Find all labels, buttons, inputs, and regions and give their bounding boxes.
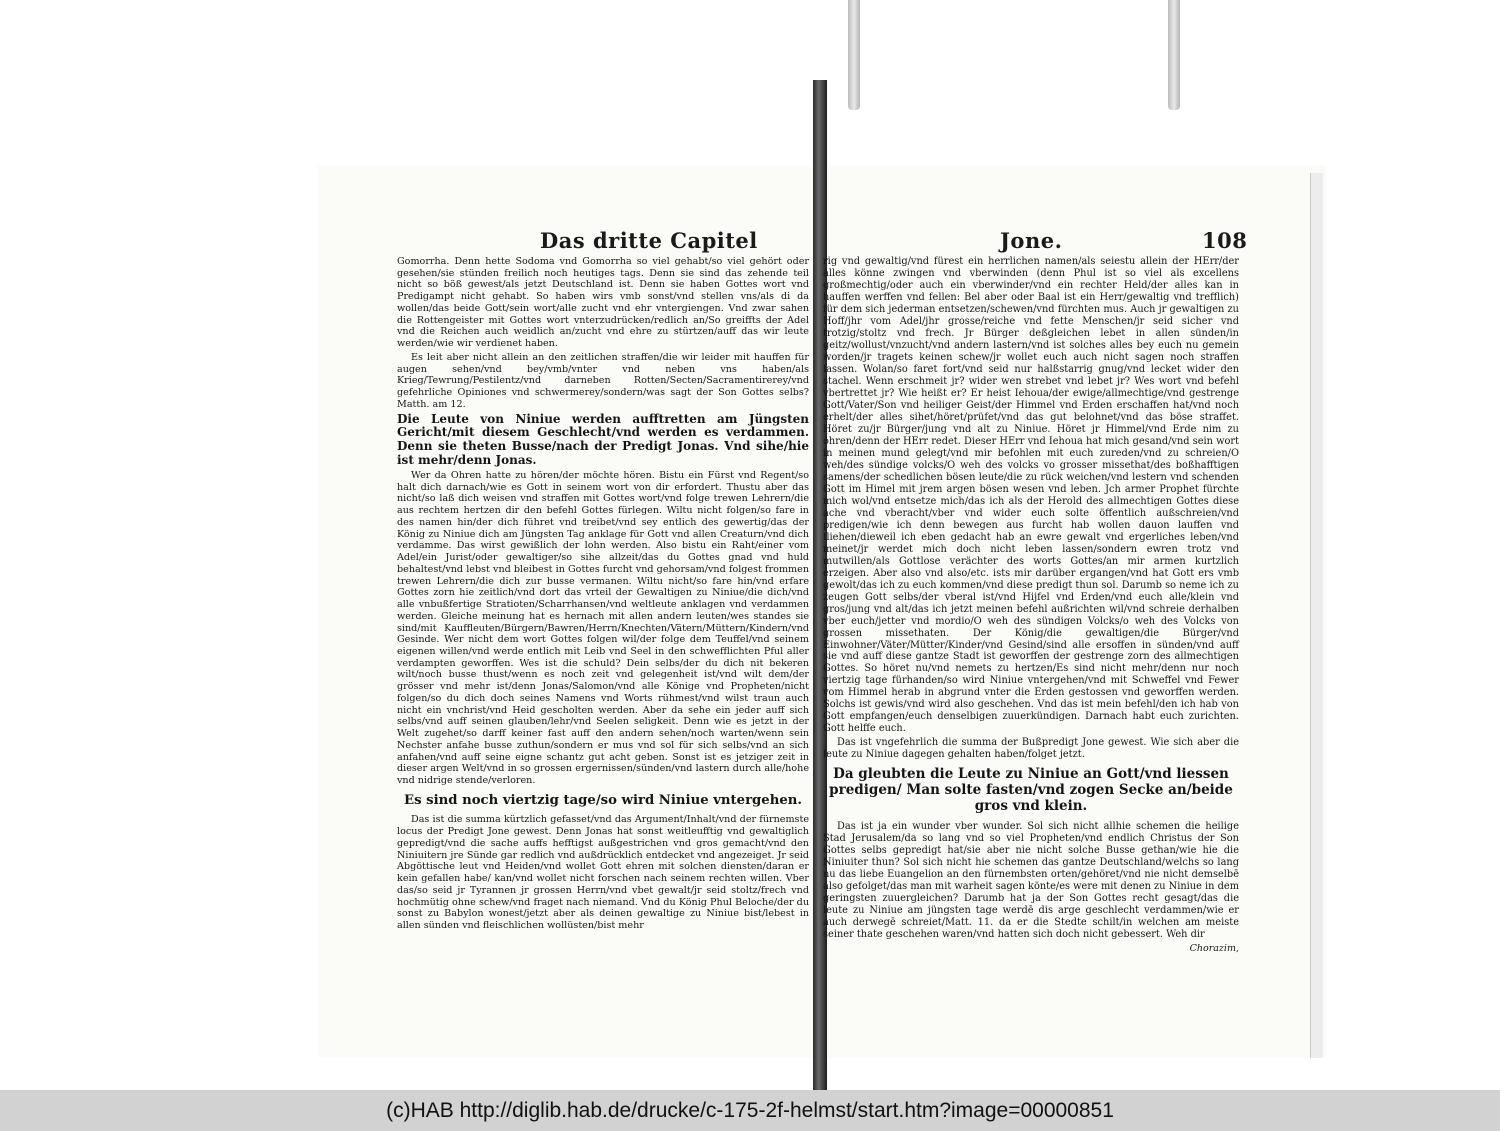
- left-running-head: Das dritte Capitel: [540, 228, 758, 253]
- page-edge: [1310, 173, 1323, 1058]
- right-text-column: [823, 256, 1239, 955]
- left-scripture-quote: Die Leute von Niniue werden aufftretten am Jüngsten Gericht/mit diesem Geschlecht/vnd werden es verdammen. Denn sie theten Busse/nach der Predigt Jonas. Vnd sihe/hie ist mehr/denn Jonas.: [397, 411, 809, 468]
- strap-left: [848, 0, 860, 110]
- right-paragraph-1: rig vnd gewaltig/vnd fürest ein herrlichen namen/als seiestu allein der HErr/der alles könne zwingen vnd vberwinden (denn Phul ist so viel als excellens großmechtig/oder auch ein vberwinder/vnd ein rechter Held/der alles kan in hauffen werffen vnd fellen: Bel aber oder Baal ist ein Herr/gewaltig vnd trefflich) für dem sich jederman entsetzen/schewen/vnd fürchten mus. Auch jr gewaltigen zu Hoff/jhr vom Adel/jhr grosse/reiche vnd fette Menschen/jr seid sicher vnd trotzig/stoltz vnd frech. Jr Bürger deßgleichen lebet in allen sünden/in geitz/wollust/vnzucht/vnd andern lastern/vnd ist solches alles bey euch nu gemein worden/jr tragets keinen schew/jr wollet euch auch nicht sagen noch straffen lassen. Wolan/so faret fort/vnd seid nur halßstarrig gnug/vnd lecket wider den stachel. Wenn erschmeit jr? wider wen strebet vnd lebet jr? Wes wort vnd befehl vbertrettet jr? Wie heißt er? Er heist Iehoua/der ewige/allmechtige/vnd gestrenge Gott/Vater/Son vnd heiliger Geist/der Himmel vnd Erden erschaffen hat/vnd noch erhelt/der alles sihet/höret/prüfet/vnd das gut belohnet/vnd das böse straffet. Höret zu/jr Bürger/jung vnd alt zu Niniue. Höret jr Himmel/vnd Erde nim zu ohren/denn der HErr redet. Dieser HErr vnd Iehoua hat mich gesand/vnd sein wort in meinen mund gelegt/vnd mir befohlen mit euch zureden/vnd zu schreien/O weh/des sündige volcks/O weh des volcks vo grosser missethat/des boßhafftigen samens/der schedlichen bösen leute/die zu rück weichen/vnd lestern vnd schenden Gott im Himel mit jrem argen bösen wesen vnd leben. Jch armer Prophet fürchte mich wol/vnd entsetze mich/das ich als der Herold des allmechtigen Gottes diese ache vnd vberacht/vber vnd wider euch solte öffentlich außschreien/vnd predigen/wie ich denn bewegen aus furcht hab wollen dauon lauffen vnd fliehen/dieweil ich eben gedacht hab an ewre gewalt vnd ergerliches leben/vnd meinet/jr werdet mich doch nicht leben lassen/sondern ewren trotz vnd mutwillen/als Gottlose verächter des worts Gottes/an mir armen kurtzlich erzeigen. Aber also vnd also/etc. ists mir darüber ergangen/vnd hat Gott ers vmb gewolt/das ich zu euch kommen/vnd diese predigt thun sol. Darumb so neme ich zu zeugen Gott selbs/der vberal ist/vnd Hijfel vnd Erden/vnd euch alle/klein vnd gros/jung vnd alt/das ich jetzt meinen befehl außrichten wil/vnd schreie derhalben vber euch/jetter vnd mordio/O weh des sündigen Volcks/o weh des Volcks von grossen missethaten. Der König/die gewaltigen/die Bürger/vnd Einwohner/Väter/Mütter/Kinder/vnd Gesind/sind alle ersoffen in sünden/vnd auff sie vnd auff diese gantze Stadt ist geworffen der gestrenge zorn des allmechtigen Gottes. So höret nu/vnd nemets zu hertzen/Es sind nicht mehr/denn nur noch viertzig tage fürhanden/so wird Niniue vntergehen/vnd mit Schweffel vnd Fewer vom Himmel herab in abgrund vnter die Erden gestossen vnd geworffen werden. Solchs ist gewis/vnd wird also geschehen. Vnd das ist mein befehl/den ich hab von Gott empfangen/euch denselbigen zuuerkündigen. Darnach habt euch zurichten. Gott helffe euch.: [823, 256, 1239, 735]
- copyright-footer: (c)HAB http://diglib.hab.de/drucke/c-175-2f-helmst/start.htm?image=00000851: [0, 1090, 1500, 1131]
- left-section-heading: Es sind noch viertzig tage/so wird Niniue vntergehen.: [404, 792, 802, 808]
- left-text-column: [397, 256, 809, 934]
- left-paragraph-2: Es leit aber nicht allein an den zeitlichen straffen/die wir leider mit hauffen für augen sehen/vnd bey/vmb/vnter vnd neben vns haben/als Krieg/Tewrung/Pestilentz/vnd darneben Rotten/Secten/Sacramentirerey/vnd gefehrliche Opiniones vnd schwermerey/sondern/was sagt der Son Gottes selbs? Matth. am 12.: [397, 351, 809, 410]
- right-running-head: Jone.: [1000, 228, 1063, 253]
- left-paragraph-4: Das ist die summa kürtzlich gefasset/vnd das Argument/Inhalt/vnd der fürnemste locus der Predigt Jone gewest. Denn Jonas hat sonst weitleufftig vnd gewaltiglich gepredigt/vnd die sache auffs hefftigst außgestrichen vnd gros gemacht/vnd den Niniuitern jre Sünde gar redlich vnd außdrücklich entdecket vnd angezeiget. Jr seid Abgöttische leut vnd Heiden/vnd wollet Gott ehren mit solchen diensten/daran er kein gefallen habe/ kan/vnd wollet nicht forschen nach seinem rechten willen. Vber das/so seid jr Tyrannen jr grossen Herrn/vnd vbet gewalt/jr seid stoltz/frech vnd hochmütig ohne schew/vnd fraget nach niemand. Vnd du König Phul Beloche/der du sonst zu Babylon wonest/jetzt aber als deinen gewaltige zu Niniue bist/lebest in allen sünden vnd fleischlichen wollüsten/bist mehr: [397, 814, 809, 932]
- strap-right: [1168, 0, 1180, 110]
- right-paragraph-3: Das ist ja ein wunder vber wunder. Sol sich nicht allhie schemen die heilige Stad Jerusalem/da so lang vnd so viel Propheten/vnd endlich Christus der Son Gottes selbs gepredigt hat/sie aber nie nicht solche Busse gethan/wie hie die Niniuiter thun? Sol sich nicht hie schemen das gantze Deutschland/welchs so lang nu das liebe Euangelion an den fürnembsten orten/gehöret/vnd nie nicht demselbē also gefolget/das man mit warheit sagen könte/es were mit denen zu Niniue in dem geringsten zuuergleichen? Darumb hat ja der Son Gottes recht gesagt/das die leute zu Niniue am jüngsten tage werdē dis arge geschlecht verdammen/wie er auch derwegē schreiet/Matt. 11. da er die Stedte schilt/in welchen am meiste seiner thate geschehen waren/vnd hatten sich doch nicht gebessert. Weh dir: [823, 821, 1239, 941]
- catchword: Chorazim,: [1189, 943, 1239, 954]
- left-paragraph-3: Wer da Ohren hatte zu hören/der möchte hören. Bistu ein Fürst vnd Regent/so halt dich darnach/wie es Gott in seinem wort von dir erfordert. Thustu aber das nicht/so laß dich weisen vnd straffen mit Gottes wort/vnd folge trewen Lehrern/die aus rechtem hertzen dir den befehl Gottes fürlegen. Wiltu nicht folgen/so fare in des namen hin/der dich führet vnd treibet/vnd sey entlich des gewertig/das der König zu Niniue dich am Jüngsten Tag anklage für Gott vnd allen Creaturn/vnd dich verdamme. Das wirst gewißlich der lohn werden. Also bistu ein Raht/einer vom Adel/ein Jurist/oder gewaltiger/so sihe allzeit/das du Gottes gnad vnd huld behaltest/vnd lebst vnd bleibest in Gottes furcht vnd gehorsam/vnd folgest frommen trewen Lehrern/die dich zur busse vermanen. Wiltu nicht/so fare hin/vnd erfare Gottes zorn hie zeitlich/vnd dort das vrteil der Gewaltigen zu Niniue/die dich/vnd alle vnbußfertige Stratioten/Scharrhansen/vnd weltleute anklagen vnd verdammen werden. Gleiche meinung hat es hernach mit allen andern leuten/wes standes sie sind/mit Kauffleuten/Bürgern/Bawren/Herrn/Knechten/Vätern/Müttern/Kindern/vnd Gesinde. Wer nicht dem wort Gottes folgen wil/der folge dem Teuffel/vnd seinem eigenen willen/vnd werde entlich mit Leib vnd Seel in den schwefflichten Pful aller verdampten geworffen. Wes ist die schuld? Dein selbs/der du dich nit bekeren wilt/noch busse thust/wenn es noch zeit vnd gelegenheit ist/vnd wilt dem/der grösser vnd mehr ist/denn Jonas/Salomon/vnd alle Könige vnd Propheten/nicht folgen/so du dich doch seines Namens vnd Worts rühmest/vnd wilst traun auch nicht ein vnchrist/vnd Heid gescholten werden. Aber da sehe ein jeder auff sich selbs/vnd auff seinen glauben/lehr/vnd Seelen seligkeit. Denn wie es jetzt in der Welt zugehet/so darff keiner fast auff den andern sehen/noch warten/wenn sein Nechster anfahe busse zuthun/sondern er mus vnd sol für sich selbs/vnd an sich anfahen/vnd auff seine eigne schantz gut acht geben. Sonst ist es jetziger zeit in dieser argen Welt/vnd in so grossen ergernissen/sünden/vnd lastern durch alle/hohe vnd nidrige stende/verloren.: [397, 469, 809, 787]
- left-paragraph-1: Gomorrha. Denn hette Sodoma vnd Gomorrha so viel gehabt/so viel gehört oder gesehen/sie stünden freilich noch heutiges tags. Denn sie sind das zehende teil nicht so böß gewest/als jetzt Deutschland ist. Denn sie haben Gottes wort vnd Predigampt nicht gehabt. So haben wirs vmb sonst/vnd stellen vns/als di da wollen/das beide Gott/sein wort/alle zucht vnd ehr vntergiengen. Vnd zwar sahen die Rottengeister mit Gottes wort vnterzudrücken/redlich an/So greiffts der Adel vnd die Reichen auch weidlich an/zucht vnd ehre zu stürtzen/auff das wir leute werden/wie wir verdienet haben.: [397, 256, 809, 350]
- folio-number: 108: [1202, 228, 1248, 253]
- right-paragraph-2: Das ist vngefehrlich die summa der Bußpredigt Jone gewest. Wie sich aber die leute zu Niniue dagegen gehalten haben/folget jetzt.: [823, 737, 1239, 761]
- right-section-heading: Da gleubten die Leute zu Niniue an Gott/vnd liessen predigen/ Man solte fasten/vnd zogen Secke an/beide gros vnd klein.: [829, 766, 1233, 815]
